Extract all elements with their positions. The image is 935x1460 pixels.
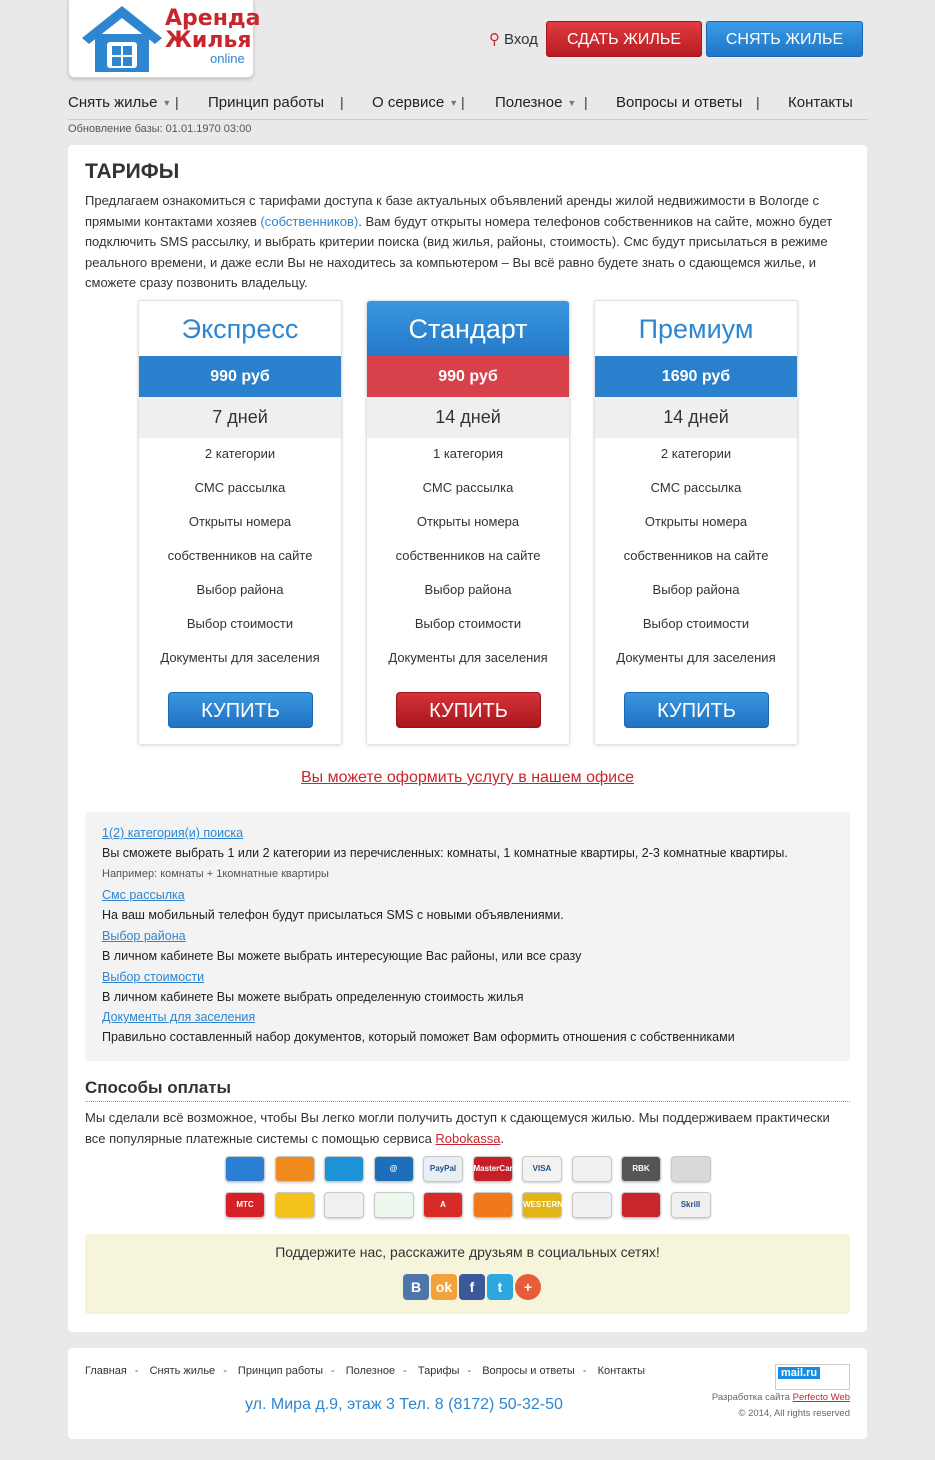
payment-method-icon <box>275 1156 315 1182</box>
rent-out-button[interactable]: СДАТЬ ЖИЛЬЕ <box>546 21 702 57</box>
chevron-down-icon: ▼ <box>162 98 172 109</box>
tariff-days: 14 дней <box>595 397 797 438</box>
tariff-feature: 2 категории <box>660 446 732 461</box>
tariff-feature: 2 категории <box>204 446 276 461</box>
tariff-card-express <box>138 300 342 745</box>
info-sms-title[interactable]: Смс рассылка <box>102 888 185 902</box>
intro-text: Предлагаем ознакомиться с тарифами доступа к базе актуальных объявлений аренды жилой недвижимости в Вологде с прямыми контактами хозяев (собственников). Вам будут открыты номера телефонов собственников на сайте, можно будет подключить SMS рассылку, и выбрать критерии поиска (вид жилья, районы, стоимость). Смс будут присылаться в режиме реального времени, и даже если Вы не находитесь за компьютером – Вы всё равно будете знать о сдающемся жилье, и сможете сразу позвонить владельцу. <box>85 193 833 290</box>
nav-separator: | <box>584 94 588 110</box>
payment-method-icon <box>621 1192 661 1218</box>
tariff-price: 990 руб <box>367 356 569 397</box>
site-logo[interactable] <box>68 0 261 78</box>
footer-nav: Главная - Снять жилье - Принцип работы - Полезное - Тарифы - Вопросы и ответы - Контакты <box>85 1365 646 1377</box>
developer-credit: Разработка сайта Perfecto Web <box>711 1392 850 1403</box>
tariff-feature: Документы для заселения <box>160 650 320 665</box>
nav-separator: | <box>340 94 344 110</box>
nav-separator: | <box>461 94 465 110</box>
payment-method-icon <box>572 1192 612 1218</box>
page-title: ТАРИФЫ <box>85 160 180 183</box>
main-nav <box>68 90 868 120</box>
buy-button[interactable]: КУПИТЬ <box>168 692 313 728</box>
chevron-down-icon: ▼ <box>449 98 459 109</box>
info-docs-text: Правильно составленный набор документов, который поможет Вам оформить отношения с собственниками <box>102 1030 735 1044</box>
footer-link-faq[interactable]: Вопросы и ответы <box>482 1365 575 1377</box>
db-update-text: Обновление базы: 01.01.1970 03:00 <box>68 123 252 135</box>
payment-method-icon <box>225 1156 265 1182</box>
buy-button[interactable]: КУПИТЬ <box>396 692 541 728</box>
payment-method-icon <box>275 1192 315 1218</box>
payment-method-icon: VISA <box>522 1156 562 1182</box>
office-address: ул. Мира д.9, этаж 3 Тел. 8 (8172) 50-32-50 <box>245 1396 563 1413</box>
office-service-link[interactable]: Вы можете оформить услугу в нашем офисе <box>301 769 634 786</box>
tariff-price: 1690 руб <box>595 356 797 397</box>
twitter-icon[interactable]: t <box>487 1274 513 1300</box>
info-price-text: В личном кабинете Вы можете выбрать определенную стоимость жилья <box>102 990 524 1004</box>
tariff-feature: Документы для заселения <box>616 650 776 665</box>
tariff-days: 7 дней <box>139 397 341 438</box>
buy-button[interactable]: КУПИТЬ <box>624 692 769 728</box>
nav-item-contacts[interactable]: Контакты <box>788 94 853 111</box>
odnoklassniki-icon[interactable]: ok <box>431 1274 457 1300</box>
social-share-text: Поддержите нас, расскажите друзьям в социальных сетях! <box>275 1244 660 1260</box>
nav-item-rent[interactable]: Снять жилье ▼ <box>68 94 172 111</box>
tariff-price: 990 руб <box>139 356 341 397</box>
footer-link-principle[interactable]: Принцип работы <box>237 1365 323 1377</box>
footer-link-contacts[interactable]: Контакты <box>597 1365 646 1377</box>
more-icon[interactable]: + <box>515 1274 541 1300</box>
tariff-feature: СМС рассылка <box>194 480 286 495</box>
payment-method-icon: Skrill <box>671 1192 711 1218</box>
payment-method-icon <box>374 1192 414 1218</box>
mailru-counter[interactable] <box>775 1364 850 1390</box>
logo-line1: Аренда <box>165 6 261 31</box>
nav-item-principle[interactable]: Принцип работы <box>208 94 324 111</box>
info-category-text: Вы сможете выбрать 1 или 2 категории из перечисленных: комнаты, 1 комнатные квартиры, 2-3 комнатные квартиры. <box>102 846 788 860</box>
nav-item-about[interactable]: О сервисе ▼ <box>372 94 459 111</box>
tariff-feature: Выбор стоимости <box>642 616 750 631</box>
tariff-feature: Выбор стоимости <box>186 616 294 631</box>
payment-text: Мы сделали всё возможное, чтобы Вы легко могли получить доступ к сдающемуся жилью. Мы поддерживаем практически все популярные платежные системы с помощью сервиса Robokassa. <box>85 1110 830 1146</box>
payment-method-icon <box>473 1192 513 1218</box>
find-housing-button[interactable]: СНЯТЬ ЖИЛЬЕ <box>706 21 863 57</box>
facebook-icon[interactable]: f <box>459 1274 485 1300</box>
payment-method-icon: МТС <box>225 1192 265 1218</box>
tariff-feature: Выбор района <box>196 582 284 597</box>
tariff-feature: Выбор района <box>424 582 512 597</box>
payment-method-icon <box>324 1192 364 1218</box>
payment-method-icon: A <box>423 1192 463 1218</box>
footer-link-home[interactable]: Главная <box>85 1365 127 1377</box>
nav-item-faq[interactable]: Вопросы и ответы <box>616 94 743 111</box>
info-docs-title[interactable]: Документы для заселения <box>102 1010 256 1024</box>
tariff-feature: Открыты номера <box>416 514 520 529</box>
tariff-name: Экспресс <box>181 314 299 344</box>
owners-link[interactable]: (собственников) <box>260 213 359 229</box>
nav-item-useful[interactable]: Полезное ▼ <box>495 94 577 111</box>
tariff-feature: собственников на сайте <box>395 548 541 563</box>
house-logo-icon <box>77 4 167 74</box>
tariff-days: 14 дней <box>367 397 569 438</box>
payment-method-icon: MasterCard <box>473 1156 513 1182</box>
payment-method-icon: PayPal <box>423 1156 463 1182</box>
tariff-feature: СМС рассылка <box>422 480 514 495</box>
tariff-name: Стандарт <box>367 301 569 356</box>
info-sms-text: На ваш мобильный телефон будут присылаться SMS с новыми объявлениями. <box>102 908 564 922</box>
tariff-card-standard <box>366 300 570 745</box>
tariff-feature: Открыты номера <box>188 514 292 529</box>
nav-separator: | <box>756 94 760 110</box>
key-icon: ⚲ <box>489 31 500 48</box>
login-label: Вход <box>504 31 538 48</box>
developer-link[interactable]: Perfecto Web <box>792 1392 850 1403</box>
info-category-title[interactable]: 1(2) категория(и) поиска <box>102 826 244 840</box>
tariff-feature: Документы для заселения <box>388 650 548 665</box>
tariff-feature: Выбор стоимости <box>414 616 522 631</box>
vk-icon[interactable]: B <box>403 1274 429 1300</box>
nav-separator: | <box>175 94 179 110</box>
copyright: © 2014, All rights reserved <box>738 1408 850 1419</box>
info-district-title[interactable]: Выбор района <box>102 929 186 943</box>
footer-link-tariffs[interactable]: Тарифы <box>417 1365 460 1377</box>
tariff-feature: Выбор района <box>652 582 740 597</box>
info-price-title[interactable]: Выбор стоимости <box>102 970 205 984</box>
footer-link-useful[interactable]: Полезное <box>345 1365 396 1377</box>
payment-method-icon: @ <box>374 1156 414 1182</box>
tariff-feature: 1 категория <box>432 446 503 461</box>
payment-method-icon: RBK <box>621 1156 661 1182</box>
chevron-down-icon: ▼ <box>567 98 577 109</box>
logo-line2: Жилья <box>165 28 252 53</box>
tariff-feature: собственников на сайте <box>167 548 313 563</box>
tariff-feature: собственников на сайте <box>623 548 769 563</box>
tariff-feature: СМС рассылка <box>650 480 742 495</box>
tariff-name: Премиум <box>638 314 754 344</box>
tariff-card-premium <box>594 300 798 745</box>
logo-line3: online <box>210 51 245 66</box>
tariff-feature: Открыты номера <box>644 514 748 529</box>
login-link[interactable] <box>489 30 538 48</box>
payment-method-icon: WESTERN UNION <box>522 1192 562 1218</box>
payment-method-icon <box>324 1156 364 1182</box>
footer-link-rent[interactable]: Снять жилье <box>149 1365 216 1377</box>
payment-method-icon <box>671 1156 711 1182</box>
mailru-logo: mail.ru <box>778 1367 820 1379</box>
payment-method-icon <box>572 1156 612 1182</box>
robokassa-link[interactable]: Robokassa <box>435 1130 501 1146</box>
info-category-example: Например: комнаты + 1комнатные квартиры <box>102 868 329 880</box>
info-district-text: В личном кабинете Вы можете выбрать интересующие Вас районы, или все сразу <box>102 949 582 963</box>
payment-title: Способы оплаты <box>85 1078 850 1102</box>
